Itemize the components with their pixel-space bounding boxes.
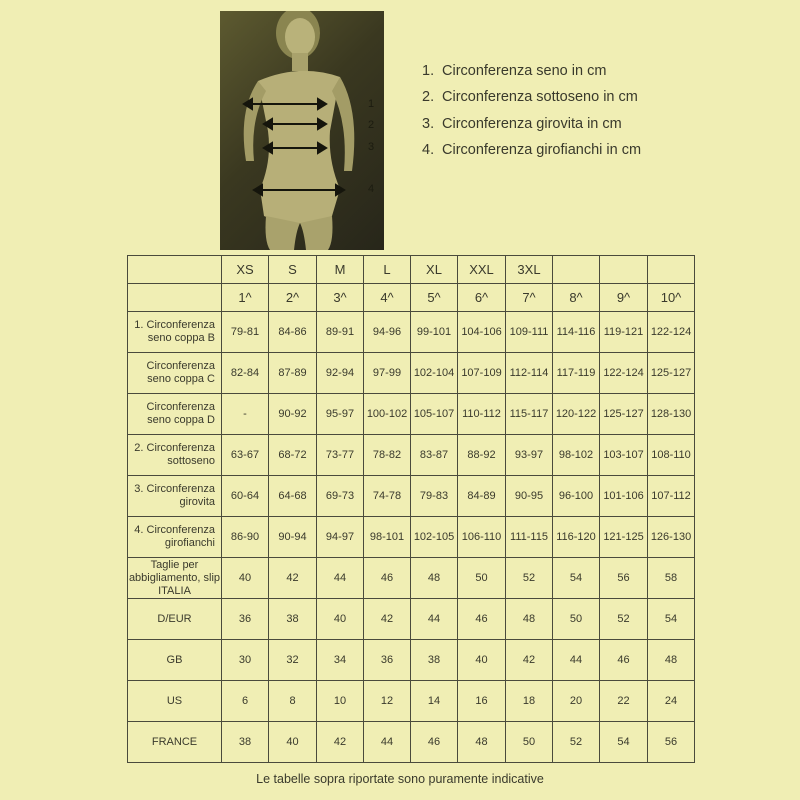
table-cell: 30 <box>222 640 269 681</box>
size-header-cell: XS <box>222 256 269 284</box>
table-cell: 121-125 <box>600 517 648 558</box>
table-cell: 44 <box>553 640 600 681</box>
table-cell: 116-120 <box>553 517 600 558</box>
table-cell: 78-82 <box>364 435 411 476</box>
legend-item: 3. Circonferenza girovita in cm <box>422 115 622 132</box>
measurement-legend <box>422 60 641 165</box>
table-cell: 42 <box>317 722 364 763</box>
row-label-line: D/EUR <box>157 612 192 625</box>
table-cell: 48 <box>648 640 695 681</box>
table-cell: 46 <box>458 599 506 640</box>
size-table <box>127 255 695 763</box>
table-cell: 114-116 <box>553 312 600 353</box>
table-cell: 36 <box>364 640 411 681</box>
cup-header-cell: 8^ <box>553 284 600 312</box>
legend-item: 2. Circonferenza sottoseno in cm <box>422 89 638 106</box>
row-label <box>128 476 222 517</box>
table-cell: 89-91 <box>317 312 364 353</box>
table-cell: 38 <box>222 722 269 763</box>
table-row <box>128 312 695 353</box>
table-cell: 90-95 <box>506 476 553 517</box>
size-header-cell: L <box>364 256 411 284</box>
table-cell: 107-112 <box>648 476 695 517</box>
size-header-cell: M <box>317 256 364 284</box>
table-cell: 52 <box>600 599 648 640</box>
row-label-line: GB <box>166 653 183 666</box>
table-cell: 42 <box>506 640 553 681</box>
cup-header-cell: 1^ <box>222 284 269 312</box>
row-label-line: US <box>166 694 183 707</box>
cup-header-cell: 9^ <box>600 284 648 312</box>
row-label-line: ITALIA <box>158 584 191 597</box>
table-cell: 90-94 <box>269 517 317 558</box>
row-label <box>128 722 222 763</box>
corner-cell <box>128 284 222 312</box>
table-cell: 63-67 <box>222 435 269 476</box>
table-cell: 40 <box>317 599 364 640</box>
table-cell: 48 <box>411 558 458 599</box>
marker-4: 4 <box>368 183 375 195</box>
table-row <box>128 435 695 476</box>
row-label-line: sottoseno <box>167 455 215 467</box>
cup-header-cell: 4^ <box>364 284 411 312</box>
legend-item: 4. Circonferenza girofianchi in cm <box>422 141 642 158</box>
size-header-cell <box>648 256 695 284</box>
table-cell: 103-107 <box>600 435 648 476</box>
table-cell: 40 <box>222 558 269 599</box>
size-header-cell: S <box>269 256 317 284</box>
row-label <box>128 312 222 353</box>
size-header-cell <box>553 256 600 284</box>
row-label-line: 1. Circonferenza <box>134 319 215 331</box>
size-header-cell: 3XL <box>506 256 553 284</box>
table-cell: 50 <box>506 722 553 763</box>
table-cell: 16 <box>458 681 506 722</box>
model-photo <box>220 11 384 250</box>
cup-header-cell: 6^ <box>458 284 506 312</box>
table-cell: 12 <box>364 681 411 722</box>
table-cell: 122-124 <box>600 353 648 394</box>
table-cell: 54 <box>553 558 600 599</box>
table-cell: 99-101 <box>411 312 458 353</box>
table-cell: 105-107 <box>411 394 458 435</box>
table-cell: 96-100 <box>553 476 600 517</box>
row-label-line: Circonferenza <box>146 401 215 413</box>
table-cell: 128-130 <box>648 394 695 435</box>
table-cell: 74-78 <box>364 476 411 517</box>
table-cell: 22 <box>600 681 648 722</box>
cup-header-cell: 5^ <box>411 284 458 312</box>
table-cell: 94-96 <box>364 312 411 353</box>
table-cell: 52 <box>506 558 553 599</box>
table-cell: 50 <box>553 599 600 640</box>
table-cell: 69-73 <box>317 476 364 517</box>
cup-header-cell: 2^ <box>269 284 317 312</box>
disclaimer-text: Le tabelle sopra riportate sono puramente indicative <box>256 772 544 786</box>
table-cell: 40 <box>458 640 506 681</box>
table-cell: 38 <box>411 640 458 681</box>
table-cell: 58 <box>648 558 695 599</box>
table-cell: 40 <box>269 722 317 763</box>
table-row <box>128 681 695 722</box>
table-cell: 60-64 <box>222 476 269 517</box>
row-label-line: 2. Circonferenza <box>134 442 215 454</box>
table-cell: 36 <box>222 599 269 640</box>
size-header-cell: XXL <box>458 256 506 284</box>
table-cell: 122-124 <box>648 312 695 353</box>
table-cell: 111-115 <box>506 517 553 558</box>
table-cell: 82-84 <box>222 353 269 394</box>
table-cell: 34 <box>317 640 364 681</box>
row-label <box>128 517 222 558</box>
table-row <box>128 394 695 435</box>
row-label-line: seno coppa C <box>147 373 215 385</box>
table-cell: 50 <box>458 558 506 599</box>
table-cell: 88-92 <box>458 435 506 476</box>
row-label-line: girovita <box>179 496 215 508</box>
table-cell: 125-127 <box>600 394 648 435</box>
table-cell: 48 <box>506 599 553 640</box>
corner-cell <box>128 256 222 284</box>
table-cell: - <box>222 394 269 435</box>
marker-1: 1 <box>368 98 375 110</box>
table-cell: 44 <box>364 722 411 763</box>
table-cell: 115-117 <box>506 394 553 435</box>
table-cell: 68-72 <box>269 435 317 476</box>
table-row <box>128 599 695 640</box>
table-cell: 83-87 <box>411 435 458 476</box>
marker-2: 2 <box>368 119 375 131</box>
table-cell: 86-90 <box>222 517 269 558</box>
table-cell: 46 <box>411 722 458 763</box>
marker-3: 3 <box>368 141 375 153</box>
table-cell: 42 <box>364 599 411 640</box>
row-label <box>128 353 222 394</box>
table-cell: 32 <box>269 640 317 681</box>
cup-header-cell: 3^ <box>317 284 364 312</box>
row-label <box>128 681 222 722</box>
table-cell: 48 <box>458 722 506 763</box>
table-cell: 44 <box>317 558 364 599</box>
cup-header-row <box>128 284 695 312</box>
table-cell: 73-77 <box>317 435 364 476</box>
table-cell: 84-86 <box>269 312 317 353</box>
table-cell: 94-97 <box>317 517 364 558</box>
table-cell: 95-97 <box>317 394 364 435</box>
table-cell: 54 <box>648 599 695 640</box>
row-label <box>128 599 222 640</box>
table-cell: 109-111 <box>506 312 553 353</box>
row-label-line: 4. Circonferenza <box>134 524 215 536</box>
table-cell: 108-110 <box>648 435 695 476</box>
table-cell: 112-114 <box>506 353 553 394</box>
row-label-line: abbigliamento, slip <box>128 571 221 584</box>
table-cell: 10 <box>317 681 364 722</box>
table-cell: 101-106 <box>600 476 648 517</box>
row-label <box>128 640 222 681</box>
row-label-line: Circonferenza <box>146 360 215 372</box>
table-row <box>128 722 695 763</box>
cup-header-cell: 10^ <box>648 284 695 312</box>
table-cell: 64-68 <box>269 476 317 517</box>
table-cell: 100-102 <box>364 394 411 435</box>
table-cell: 44 <box>411 599 458 640</box>
table-row <box>128 517 695 558</box>
table-cell: 8 <box>269 681 317 722</box>
table-cell: 119-121 <box>600 312 648 353</box>
table-cell: 107-109 <box>458 353 506 394</box>
table-cell: 84-89 <box>458 476 506 517</box>
table-cell: 56 <box>648 722 695 763</box>
table-cell: 120-122 <box>553 394 600 435</box>
table-cell: 117-119 <box>553 353 600 394</box>
table-cell: 93-97 <box>506 435 553 476</box>
table-cell: 102-104 <box>411 353 458 394</box>
row-label <box>128 435 222 476</box>
table-cell: 54 <box>600 722 648 763</box>
size-header-cell <box>600 256 648 284</box>
table-cell: 87-89 <box>269 353 317 394</box>
table-cell: 6 <box>222 681 269 722</box>
table-cell: 38 <box>269 599 317 640</box>
table-cell: 104-106 <box>458 312 506 353</box>
legend-item: 1. Circonferenza seno in cm <box>422 63 607 79</box>
row-label <box>128 558 222 599</box>
row-label-line: seno coppa D <box>147 414 215 426</box>
cup-header-cell: 7^ <box>506 284 553 312</box>
table-cell: 98-102 <box>553 435 600 476</box>
row-label-line: girofianchi <box>164 537 215 549</box>
table-cell: 102-105 <box>411 517 458 558</box>
table-cell: 18 <box>506 681 553 722</box>
table-cell: 52 <box>553 722 600 763</box>
row-label <box>128 394 222 435</box>
row-label-line: FRANCE <box>151 735 198 748</box>
size-header-row <box>128 256 695 284</box>
table-cell: 56 <box>600 558 648 599</box>
table-row <box>128 353 695 394</box>
table-cell: 90-92 <box>269 394 317 435</box>
size-header-cell: XL <box>411 256 458 284</box>
table-cell: 125-127 <box>648 353 695 394</box>
table-row <box>128 640 695 681</box>
table-cell: 97-99 <box>364 353 411 394</box>
table-cell: 92-94 <box>317 353 364 394</box>
table-cell: 79-83 <box>411 476 458 517</box>
row-label-line: Taglie per <box>150 558 199 571</box>
table-cell: 24 <box>648 681 695 722</box>
table-cell: 46 <box>364 558 411 599</box>
table-row <box>128 558 695 599</box>
table-cell: 79-81 <box>222 312 269 353</box>
table-cell: 42 <box>269 558 317 599</box>
table-cell: 106-110 <box>458 517 506 558</box>
table-row <box>128 476 695 517</box>
table-cell: 46 <box>600 640 648 681</box>
row-label-line: seno coppa B <box>147 332 215 344</box>
table-cell: 98-101 <box>364 517 411 558</box>
table-cell: 110-112 <box>458 394 506 435</box>
table-cell: 126-130 <box>648 517 695 558</box>
row-label-line: 3. Circonferenza <box>134 483 215 495</box>
table-cell: 20 <box>553 681 600 722</box>
table-cell: 14 <box>411 681 458 722</box>
